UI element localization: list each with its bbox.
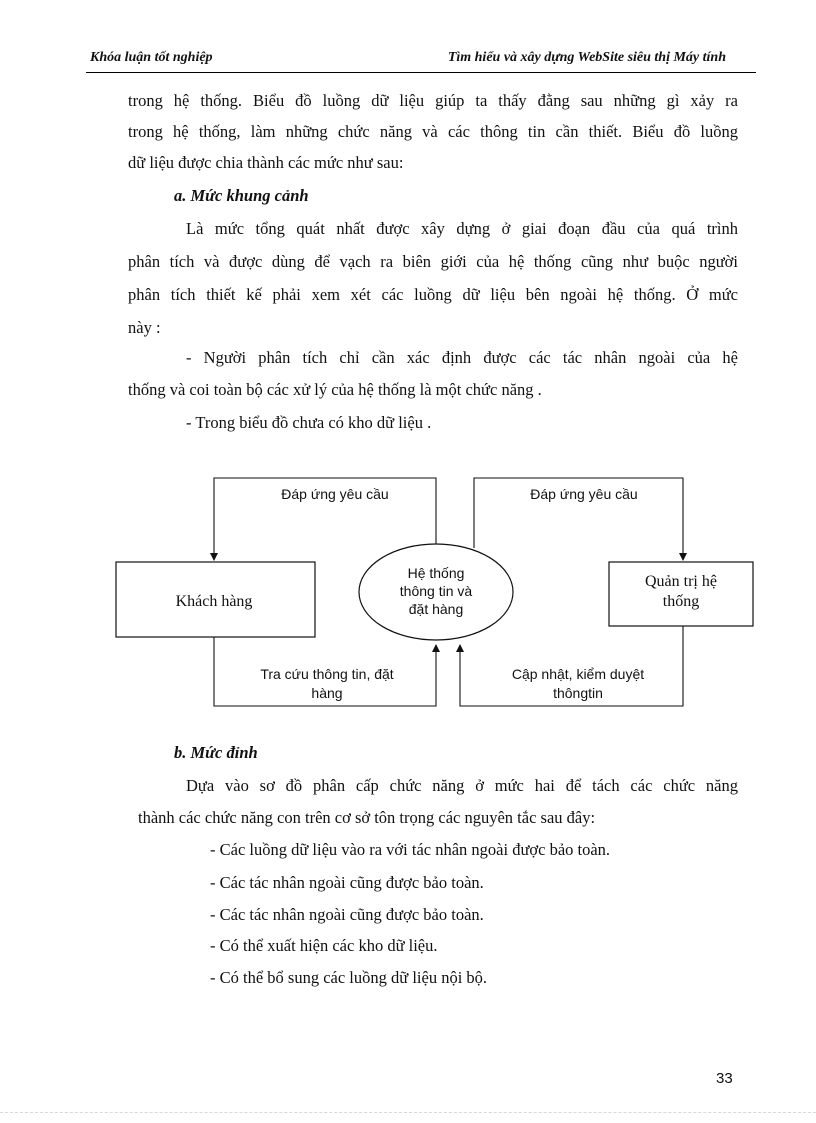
admin-label-2: thống <box>662 593 700 610</box>
section-a-line: này : <box>128 318 161 337</box>
system-label-3: đặt hàng <box>408 601 464 617</box>
flow-label-bottom-right-2: thôngtin <box>553 685 603 701</box>
flow-label-bottom-left-2: hàng <box>311 685 343 701</box>
flow-label-bottom-right-1: Cập nhật, kiểm duyệt <box>511 666 645 682</box>
section-a-heading: a. Mức khung cảnh <box>174 186 309 205</box>
rule-item: - Các tác nhân ngoài cũng được bảo toàn. <box>210 905 484 924</box>
flow-label-bottom-left-1: Tra cứu thông tin, đặt <box>260 666 394 682</box>
intro-line: trong hệ thống. Biểu đồ luồng dữ liệu giúp ta thấy đằng sau những gì xảy ra <box>128 91 738 110</box>
flow-label-top-left: Đáp ứng yêu cầu <box>281 486 389 502</box>
system-label-2: thông tin và <box>399 583 473 599</box>
section-b-heading: b. Mức đỉnh <box>174 743 258 762</box>
running-header-right: Tìm hiểu và xây dựng WebSite siêu thị Máy tính <box>447 50 726 65</box>
section-a-line: phân tích và được dùng để vạch ra biên giới của hệ thống cũng như buộc người <box>128 252 738 271</box>
rule-item: - Các luồng dữ liệu vào ra với tác nhân ngoài được bảo toàn. <box>210 840 611 859</box>
rule-item: - Các tác nhân ngoài cũng được bảo toàn. <box>210 873 484 892</box>
page-number: 33 <box>716 1070 733 1087</box>
page-edge <box>0 1112 816 1113</box>
intro-line: dữ liệu được chia thành các mức như sau: <box>128 153 404 172</box>
running-header-left: Khóa luận tốt nghiệp <box>90 50 213 65</box>
section-a-line: Là mức tổng quát nhất được xây dựng ở giai đoạn đầu của quá trình <box>186 219 738 238</box>
customer-label: Khách hàng <box>175 593 253 610</box>
flow-label-top-right: Đáp ứng yêu cầu <box>530 486 638 502</box>
rule-item: - Có thể xuất hiện các kho dữ liệu. <box>210 936 438 955</box>
rule-item: - Có thể bổ sung các luồng dữ liệu nội bộ. <box>210 968 488 987</box>
section-a-line: phân tích thiết kế phải xem xét các luồng dữ liệu bên ngoài hệ thống. Ở mức <box>128 285 738 304</box>
intro-line: trong hệ thống, làm những chức năng và các thông tin cần thiết. Biểu đồ luồng <box>128 122 738 141</box>
section-a-bullet: - Trong biểu đồ chưa có kho dữ liệu . <box>186 413 432 432</box>
admin-label-1: Quản trị hệ <box>645 573 717 590</box>
section-a-bullet: - Người phân tích chỉ cần xác định được các tác nhân ngoài của hệ <box>186 348 738 367</box>
section-b-line: Dựa vào sơ đồ phân cấp chức năng ở mức hai để tách các chức năng <box>186 776 738 795</box>
section-a-bullet: thống và coi toàn bộ các xử lý của hệ thống là một chức năng . <box>128 380 542 399</box>
system-label-1: Hệ thống <box>407 565 465 581</box>
section-b-line: thành các chức năng con trên cơ sở tôn trọng các nguyên tắc sau đây: <box>138 808 596 827</box>
